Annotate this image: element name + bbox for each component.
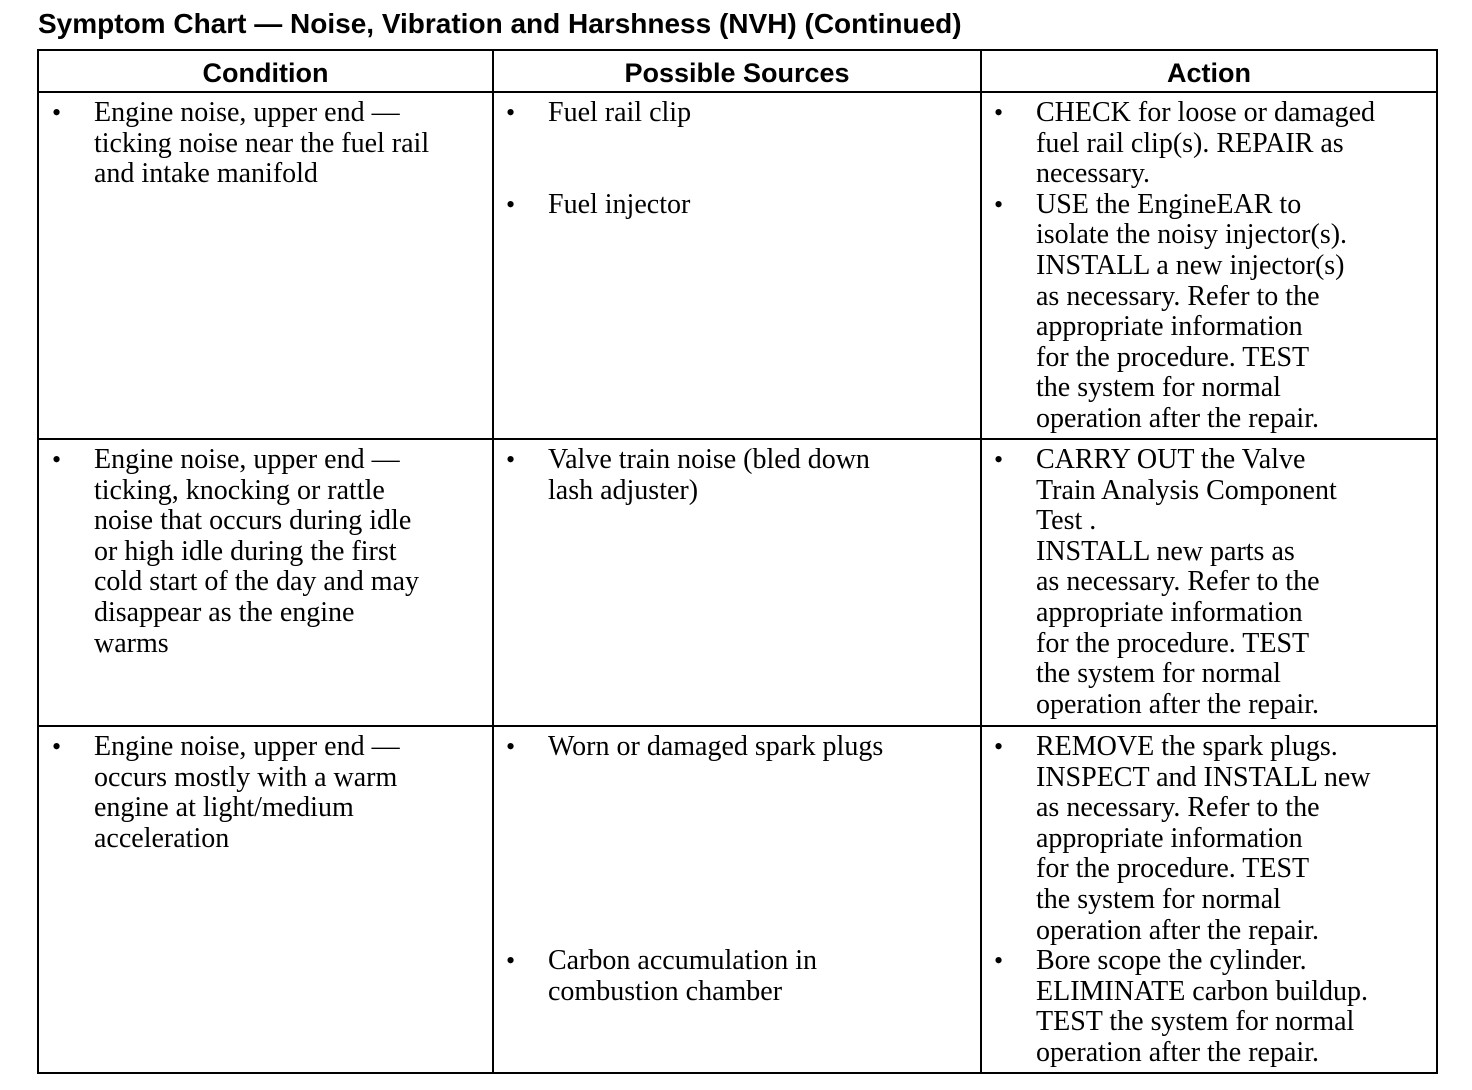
source-item (548, 445, 870, 506)
action-item-line: appropriate information (1036, 822, 1303, 854)
header-action: Action (1167, 57, 1251, 88)
bullet: • (506, 98, 516, 127)
action-item (1036, 445, 1337, 720)
condition-text-line: occurs mostly with a warm (94, 761, 398, 793)
action-item-line: for the procedure. TEST (1036, 341, 1310, 373)
source-item (548, 190, 690, 221)
header-possible-sources: Possible Sources (624, 57, 850, 88)
action-item-line: fuel rail clip(s). REPAIR as (1036, 127, 1344, 159)
condition-text-line: noise that occurs during idle (94, 505, 412, 537)
action-item-line: operation after the repair. (1036, 914, 1319, 946)
bullet: • (52, 445, 62, 474)
source-item-line: combustion chamber (548, 975, 783, 1007)
action-item-line: appropriate information (1036, 596, 1303, 628)
condition-text-line: Engine noise, upper end — (94, 731, 400, 762)
action-item-line: Train Analysis Component (1036, 474, 1337, 506)
action-item-line: as necessary. Refer to the (1036, 280, 1320, 312)
condition-text-line: disappear as the engine (94, 596, 355, 628)
source-item (548, 98, 691, 129)
action-item-line: ELIMINATE carbon buildup. (1036, 975, 1369, 1007)
action-item-line: the system for normal (1036, 883, 1281, 915)
condition-text (94, 98, 429, 190)
row-divider (39, 725, 1436, 727)
bullet: • (994, 98, 1004, 127)
action-item (1036, 98, 1375, 190)
condition-text-line: or high idle during the first (94, 535, 397, 567)
source-item-line: Worn or damaged spark plugs (548, 731, 884, 762)
bullet: • (506, 189, 516, 219)
action-item-line: Bore scope the cylinder. (1036, 945, 1307, 977)
action-item-line: INSTALL a new injector(s) (1036, 249, 1345, 281)
source-item-line: lash adjuster) (548, 474, 699, 506)
condition-text-line: engine at light/medium (94, 792, 354, 824)
source-item (548, 946, 817, 1007)
column-divider (980, 51, 982, 1072)
condition-text-line: acceleration (94, 822, 230, 854)
action-item-line: operation after the repair. (1036, 688, 1319, 720)
action-item (1036, 190, 1347, 435)
action-item-line: CARRY OUT the Valve (1036, 444, 1306, 475)
action-item-line: as necessary. Refer to the (1036, 792, 1320, 824)
condition-text-line: Engine noise, upper end — (94, 444, 400, 475)
action-item-line: TEST the system for normal (1036, 1006, 1355, 1038)
condition-text-line: ticking noise near the fuel rail (94, 127, 430, 159)
condition-text-line: ticking, knocking or rattle (94, 474, 385, 506)
action-item-line: USE the EngineEAR to (1036, 188, 1302, 220)
row-divider (39, 438, 1436, 440)
action-item-line: as necessary. Refer to the (1036, 566, 1320, 598)
source-item-line: Fuel rail clip (548, 97, 692, 128)
bullet: • (506, 445, 516, 474)
action-item-line: CHECK for loose or damaged (1036, 97, 1376, 128)
action-item-line: REMOVE the spark plugs. (1036, 731, 1338, 762)
action-item-line: operation after the repair. (1036, 402, 1319, 434)
bullet: • (994, 189, 1004, 219)
condition-text-line: cold start of the day and may (94, 566, 420, 598)
bullet: • (52, 732, 62, 761)
action-item (1036, 946, 1368, 1068)
condition-text (94, 445, 419, 659)
header-condition: Condition (202, 57, 329, 88)
bullet: • (506, 732, 516, 761)
bullet: • (994, 946, 1004, 976)
action-item-line: for the procedure. TEST (1036, 627, 1310, 659)
source-item (548, 732, 883, 763)
bullet: • (994, 732, 1004, 761)
action-item-line: the system for normal (1036, 658, 1281, 690)
action-item-line: INSTALL new parts as (1036, 535, 1295, 567)
action-item-line: Test . (1036, 505, 1097, 537)
bullet: • (506, 946, 516, 976)
action-item-line: the system for normal (1036, 372, 1281, 404)
condition-text-line: and intake manifold (94, 158, 318, 190)
action-item (1036, 732, 1371, 946)
condition-text (94, 732, 400, 854)
condition-text-line: warms (94, 627, 169, 659)
source-item-line: Carbon accumulation in (548, 945, 818, 977)
condition-text-line: Engine noise, upper end — (94, 97, 400, 128)
action-item-line: appropriate information (1036, 311, 1303, 343)
action-item-line: isolate the noisy injector(s). (1036, 219, 1348, 251)
action-item-line: INSPECT and INSTALL new (1036, 761, 1371, 793)
action-item-line: necessary. (1036, 158, 1151, 190)
action-item-line: operation after the repair. (1036, 1036, 1319, 1068)
bullet: • (52, 98, 62, 127)
column-divider (492, 51, 494, 1072)
chart-title: Symptom Chart — Noise, Vibration and Harshness (NVH) (Continued) (38, 8, 962, 39)
source-item-line: Fuel injector (548, 188, 691, 220)
source-item-line: Valve train noise (bled down (548, 444, 870, 475)
bullet: • (994, 445, 1004, 474)
action-item-line: for the procedure. TEST (1036, 853, 1310, 885)
